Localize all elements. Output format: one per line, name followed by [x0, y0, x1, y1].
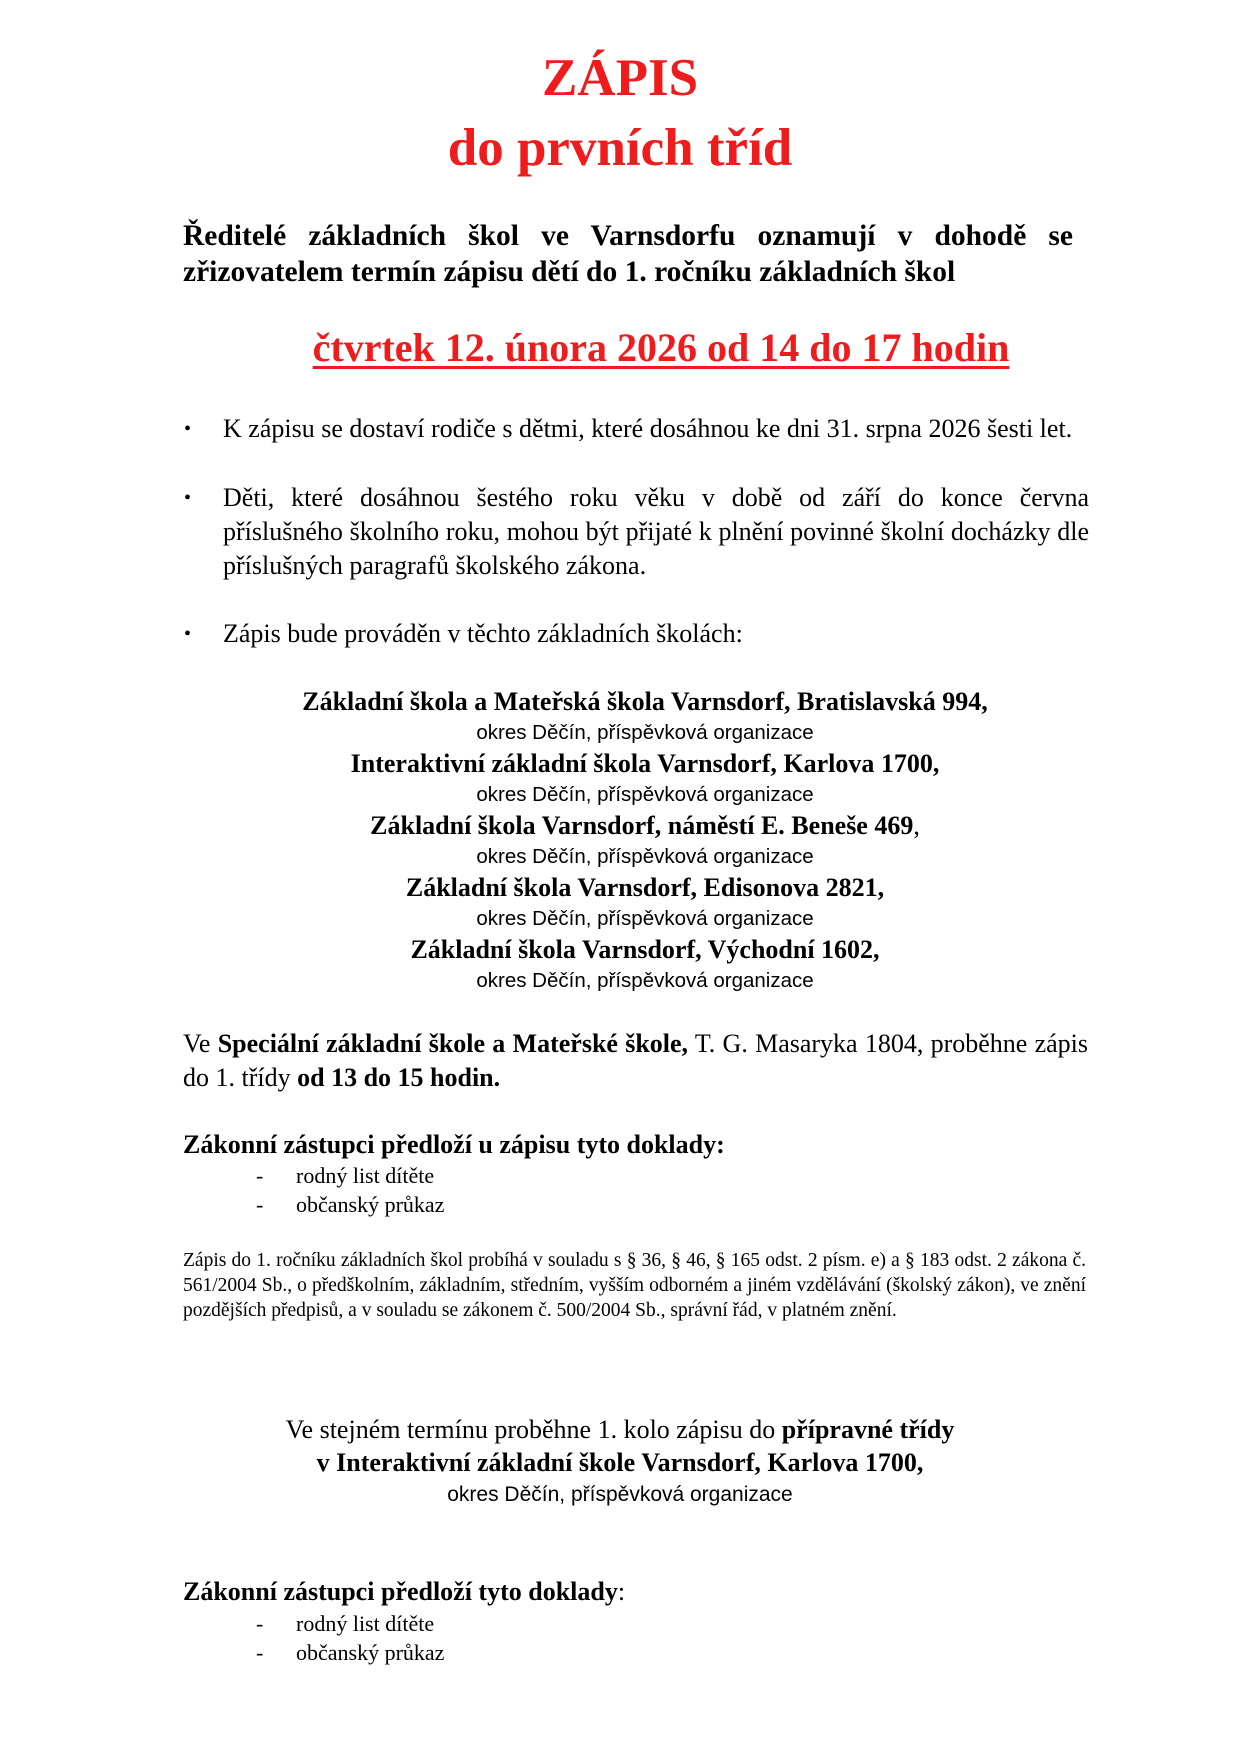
- bullet-text: Zápis bude prováděn v těchto základních školách:: [223, 619, 743, 648]
- dash-icon: -: [256, 1163, 264, 1188]
- bullet-item-early: [184, 481, 1089, 583]
- school-name: Základní škola Varnsdorf, Edisonova 2821,: [405, 873, 885, 902]
- enrollment-date: [0, 325, 1240, 371]
- bullet-icon: •: [184, 623, 192, 645]
- bullet-item-age: [184, 412, 1089, 446]
- list-item: [256, 1609, 856, 1638]
- school-name-comma: ,: [913, 811, 920, 840]
- bullet-item-schools: [184, 617, 1089, 651]
- documents-list: [256, 1161, 856, 1219]
- school-list: [0, 686, 1240, 996]
- dash-icon: -: [256, 1640, 264, 1665]
- enrollment-date-text: čtvrtek 12. února 2026 od 14 do 17 hodin: [312, 325, 1010, 370]
- school-name: Základní škola Varnsdorf, náměstí E. Beneše 469: [370, 811, 914, 840]
- preparatory-class-notice: [0, 1413, 1240, 1511]
- list-item-text: rodný list dítěte: [296, 1163, 435, 1188]
- documents-heading-colon: :: [617, 1577, 626, 1606]
- school-district: okres Děčín, příspěvková organizace: [476, 783, 814, 806]
- list-item-text: občanský průkaz: [296, 1640, 445, 1665]
- school-district: okres Děčín, příspěvková organizace: [476, 907, 814, 930]
- special-school-paragraph: [183, 1027, 1088, 1095]
- special-hours: od 13 do 15 hodin.: [297, 1063, 501, 1092]
- school-name: Základní škola a Mateřská škola Varnsdorf, Bratislavská 994,: [302, 687, 988, 716]
- legal-note: Zápis do 1. ročníku základních škol probíhá v souladu s § 36, § 46, § 165 odst. 2 písm. e) a § 183 odst. 2 zákona č. 561/2004 Sb., o předškolním, základním, středním, vyšším odborném a jiném vzdělávání (školský zákon), ve znění pozdějších předpisů, a v souladu se zákonem č. 500/2004 Sb., správní řád, v platném znění.: [183, 1250, 1086, 1321]
- bullet-icon: •: [184, 487, 192, 509]
- title-line-2: do prvních tříd: [447, 119, 793, 177]
- school-district: okres Děčín, příspěvková organizace: [476, 845, 814, 868]
- preparatory-text: Ve stejném termínu proběhne 1. kolo zápisu do: [285, 1415, 782, 1444]
- school-name: Interaktivní základní škola Varnsdorf, Karlova 1700,: [350, 749, 940, 778]
- list-item: [256, 1638, 856, 1667]
- documents-list-2: [256, 1609, 856, 1667]
- documents-heading-text: Zákonní zástupci předloží tyto doklady: [183, 1577, 618, 1606]
- list-item-text: rodný list dítěte: [296, 1611, 435, 1636]
- intro-paragraph: Ředitelé základních škol ve Varnsdorfu oznamují v dohodě se zřizovatelem termín zápisu dětí do 1. ročníku základních škol: [183, 220, 1073, 288]
- school-district: okres Děčín, příspěvková organizace: [476, 969, 814, 992]
- bullet-text: Děti, které dosáhnou šestého roku věku v době od září do konce června příslušného školního roku, mohou být přijaté k plnění povinné školní docházky dle příslušných paragrafů školského zákona.: [223, 483, 1089, 580]
- special-middle: T. G. Masaryka 1804, proběhne zápis do 1. třídy: [183, 1029, 1089, 1092]
- bullet-icon: •: [184, 418, 192, 440]
- bullet-text: K zápisu se dostaví rodiče s dětmi, které dosáhnou ke dni 31. srpna 2026 šesti let.: [223, 414, 1073, 443]
- preparatory-line-1: [0, 1413, 1240, 1446]
- special-prefix: Ve: [183, 1029, 218, 1058]
- preparatory-school: v Interaktivní základní škole Varnsdorf, Karlova 1700,: [316, 1448, 924, 1477]
- list-item-text: občanský průkaz: [296, 1192, 445, 1217]
- documents-heading: Zákonní zástupci předloží u zápisu tyto doklady:: [183, 1130, 725, 1159]
- preparatory-class-name: přípravné třídy: [781, 1415, 955, 1444]
- school-district: okres Děčín, příspěvková organizace: [476, 721, 814, 744]
- preparatory-district: okres Děčín, příspěvková organizace: [447, 1483, 793, 1506]
- dash-icon: -: [256, 1192, 264, 1217]
- title-line-1: ZÁPIS: [541, 49, 699, 107]
- special-school-name: Speciální základní škole a Mateřské škole,: [217, 1029, 689, 1058]
- dash-icon: -: [256, 1611, 264, 1636]
- school-name: Základní škola Varnsdorf, Východní 1602,: [410, 935, 880, 964]
- school-name-row: [0, 810, 1240, 841]
- documents-heading-2: [183, 1576, 1088, 1608]
- list-item: [256, 1161, 856, 1190]
- list-item: [256, 1190, 856, 1219]
